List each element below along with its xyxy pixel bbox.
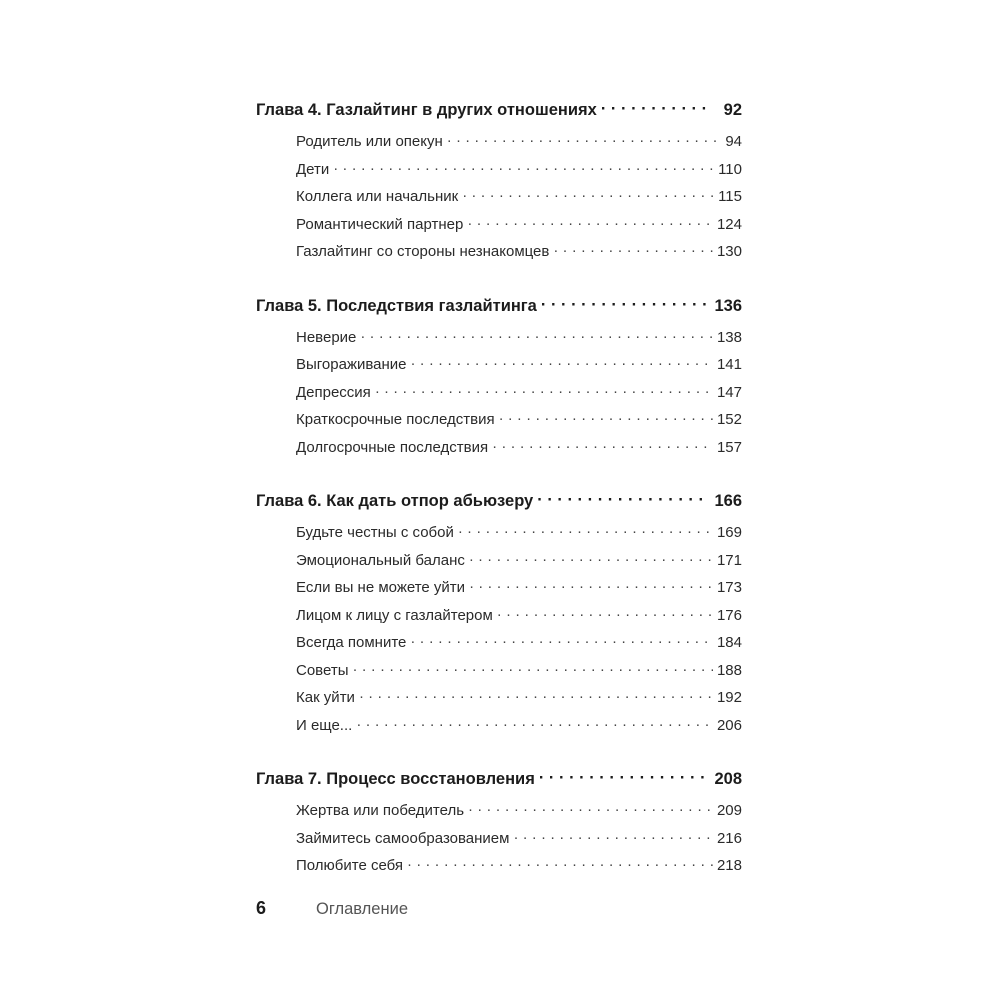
dot-leader [541,291,708,319]
entry-title: Будьте честны с собой [296,524,454,541]
toc-entry [296,574,742,602]
entry-title: И еще... [296,716,353,734]
toc-entry [296,379,742,407]
entry-title: Если вы не можете уйти [296,579,466,596]
dot-leader [467,210,713,238]
entry-title: Полюбите себя [296,857,404,874]
toc-entry [296,434,742,462]
dot-leader [468,796,713,824]
entry-title: Газлайтинг со стороны незнакомцев [296,243,550,260]
chapter-entries [256,324,742,462]
toc-entry [296,351,742,379]
entry-title: Краткосрочные последствия [296,411,495,428]
entry-page-number: 169 [716,524,742,541]
chapter-title: Глава 6. Как дать отпор абьюзеру [256,492,534,510]
entry-page-number: 188 [716,661,742,679]
toc-entry [296,183,742,211]
dot-leader [553,237,713,265]
dot-leader [499,405,713,433]
chapter-page-number: 92 [723,101,742,119]
toc-entry [296,657,742,685]
dot-leader [513,824,713,852]
entry-title: Лицом к лицу с газлайтером [296,606,493,624]
entry-title: Займитесь самообразованием [296,829,510,847]
dot-leader [407,851,713,879]
toc-entry [296,684,742,712]
dot-leader [539,764,708,792]
toc-entry [296,406,742,434]
chapter-title: Глава 4. Газлайтинг в других отношениях [256,101,597,119]
toc-entry [296,238,742,266]
entry-title: Неверие [296,328,357,346]
entry-page-number: 192 [716,689,742,706]
entry-title: Коллега или начальник [296,188,459,205]
dot-leader [333,155,714,183]
chapter-title: Глава 5. Последствия газлайтинга [256,296,537,315]
entry-title: Родитель или опекун [296,133,443,150]
entry-page-number: 206 [716,716,742,734]
chapter-title: Глава 7. Процесс восстановления [256,770,535,788]
dot-leader [469,573,713,601]
toc-entry [296,324,742,352]
toc-entry [296,128,742,156]
toc-entry [296,211,742,239]
dot-leader [469,546,713,574]
dot-leader [462,182,714,210]
entry-page-number: 209 [716,802,742,819]
entry-page-number: 184 [716,634,742,651]
entry-title: Романтический партнер [296,215,464,233]
entry-page-number: 141 [716,356,742,373]
toc-entry [296,547,742,575]
toc-entry [296,156,742,184]
chapter-entries [256,519,742,739]
entry-title: Эмоциональный баланс [296,551,465,569]
footer-page-number: 6 [256,898,267,918]
toc-entry [296,519,742,547]
entry-page-number: 157 [716,438,742,456]
chapter-heading [256,292,742,320]
entry-title: Советы [296,661,349,679]
entry-page-number: 152 [716,411,742,428]
dot-leader [458,518,713,546]
entry-page-number: 176 [716,606,742,624]
entry-page-number: 94 [725,133,742,150]
entry-page-number: 147 [716,383,742,401]
toc-entry [296,712,742,740]
entry-title: Всегда помните [296,634,407,651]
dot-leader [410,628,713,656]
chapter-heading [256,487,742,515]
entry-title: Дети [296,160,330,178]
toc-entry [296,852,742,880]
dot-leader [492,433,713,461]
chapter-heading [256,765,742,793]
dot-leader [601,95,708,123]
dot-leader [537,486,708,514]
entry-title: Депрессия [296,383,371,401]
entry-title: Жертва или победитель [296,802,465,819]
entry-page-number: 171 [716,551,742,569]
chapter-entries [256,128,742,266]
chapter-entries [256,797,742,880]
entry-title: Долгосрочные последствия [296,438,489,456]
toc-entry [296,825,742,853]
entry-page-number: 216 [716,829,742,847]
toc-entry [296,602,742,630]
dot-leader [356,711,713,739]
entry-page-number: 130 [716,243,742,260]
table-of-contents [256,96,742,880]
entry-page-number: 110 [718,160,742,178]
entry-title: Как уйти [296,689,355,706]
dot-leader [375,378,713,406]
dot-leader [497,601,713,629]
dot-leader [360,323,713,351]
chapter-page-number: 208 [714,770,742,788]
chapter-page-number: 136 [714,296,742,315]
chapter-page-number: 166 [714,492,742,510]
page-footer [256,898,408,919]
entry-page-number: 115 [718,188,742,205]
entry-page-number: 138 [716,328,742,346]
footer-section-title: Оглавление [316,900,408,918]
entry-page-number: 173 [716,579,742,596]
entry-title: Выгораживание [296,356,407,373]
chapter-heading [256,96,742,124]
toc-entry [296,797,742,825]
dot-leader [447,127,722,155]
toc-entry [296,629,742,657]
dot-leader [359,683,713,711]
entry-page-number: 124 [716,215,742,233]
dot-leader [411,350,713,378]
entry-page-number: 218 [716,857,742,874]
dot-leader [352,656,712,684]
